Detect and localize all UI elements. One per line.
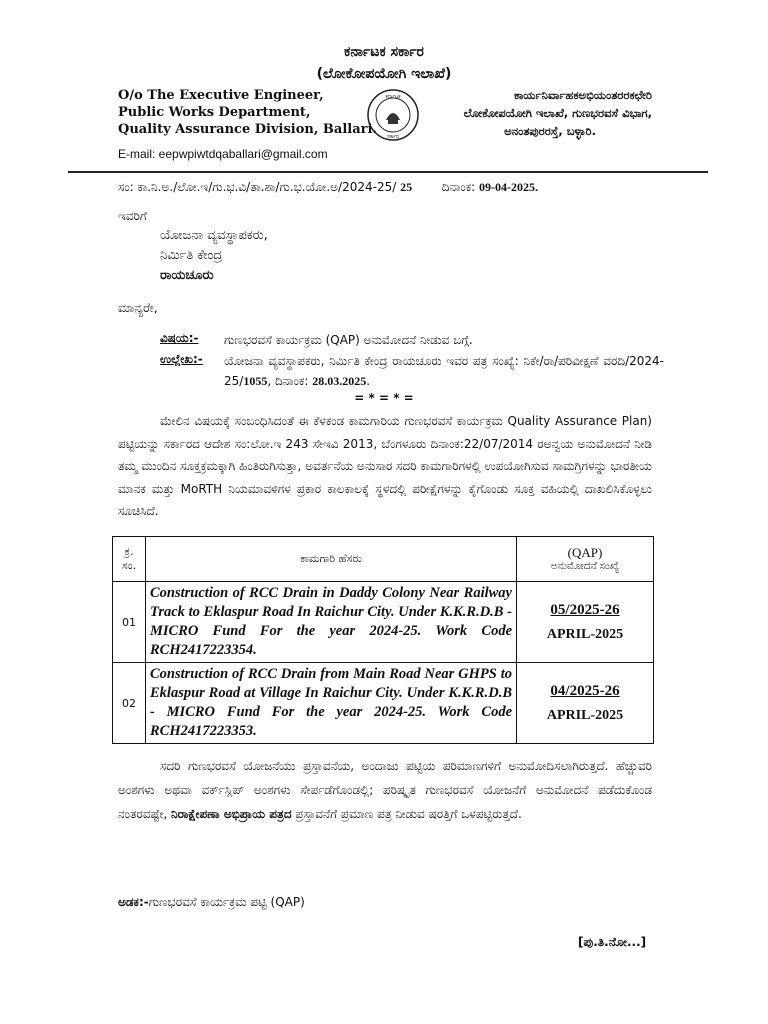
office-en-line-3: Quality Assurance Division, Ballari. — [118, 122, 377, 137]
body-paragraph-2 — [118, 754, 652, 826]
reference-label: ಉಲ್ಲೇಖ:- — [160, 352, 203, 366]
row-qap — [517, 663, 654, 744]
email-label: E-mail: — [118, 147, 159, 161]
ref-number-value: 25 — [400, 180, 413, 194]
row-work-name: Construction of RCC Drain in Daddy Colony Near Railway Track to Eklaspur Road In Raichur City. Under K.K.R.D.B - MICRO Fund For the year 2024-25. Work Code RCH2417223354. — [146, 582, 517, 663]
table-header-row — [113, 537, 654, 582]
row-qap-number: 05/2025-26 — [550, 601, 620, 618]
table-row — [113, 663, 654, 744]
reference-text-end: . — [366, 374, 371, 388]
header-qap — [517, 537, 654, 582]
addressee-line-2: ನಿರ್ಮಿತಿ ಕೇಂದ್ರ — [160, 248, 223, 263]
enclosure-label: ಅಡಕ:- — [118, 895, 149, 909]
office-en-line-1: O/o The Executive Engineer, — [118, 88, 324, 103]
reference-text-part2: , ದಿನಾಂಕ: — [267, 374, 313, 388]
table-row — [113, 582, 654, 663]
addressee-line-1: ಯೋಜನಾ ವ್ಯವಸ್ಥಾಪಕರು, — [160, 228, 268, 243]
seal-top-text: ಕರ್ನಾಟಕ — [385, 94, 401, 100]
reference-text-part1: ಯೋಜನಾ ವ್ಯವಸ್ಥಾಪಕರು, ನಿರ್ಮಿತಿ ಕೇಂದ್ರ ರಾಯಚೂರು ಇವರ ಪತ್ರ ಸಂಖ್ಯೆ: ನಿಕೇ/ರಾ/ಪರಿವೀಕ್ಷಣೆ ವರದಿ/2024-25/ — [224, 354, 664, 388]
office-en-line-2: Public Works Department, — [118, 105, 311, 120]
enclosure-text: ಗುಣಭರವಸೆ ಕಾರ್ಯಕ್ರಮ ಪಟ್ಟಿ (QAP) — [148, 895, 305, 909]
row-qap-month: APRIL-2025 — [546, 707, 624, 723]
reference-text — [224, 351, 664, 391]
to-label: ಇವರಿಗೆ — [118, 209, 147, 223]
header-sl: ಕ್ರ. ಸಂ. — [113, 537, 146, 582]
body2-bold: ನಿರಾಕ್ಷೇಪಣಾ ಅಭಿಪ್ರಾಯ ಪತ್ರದ — [171, 807, 292, 821]
row-qap-number: 04/2025-26 — [550, 682, 620, 699]
header-divider — [68, 171, 708, 173]
body-paragraph-1: ಮೇಲಿನ ವಿಷಯಕ್ಕೆ ಸಂಬಂಧಿಸಿದಂತೆ ಈ ಕೆಳಕಂಡ ಕಾಮಗಾರಿಯ ಗುಣಭರವಸೆ ಕಾರ್ಯಕ್ರಮ Quality Assurance Plan) ಪಟ್ಟಿಯನ್ನು ಸರ್ಕಾರದ ಆದೇಶ ಸಂ:ಲೋ.ಇ 243 ಸೇಇವಿ 2013, ಬೆಂಗಳೂರು ದಿನಾಂಕ:22/07/2014 ರಅನ್ವಯ ಅನುಮೋದನೆ ನೀಡಿ ತಮ್ಮ ಮುಂದಿನ ಸೂಕ್ತಕ್ರಮಕ್ಕಾಗಿ ಹಿಂತಿರುಗಿಸುತ್ತಾ, ಅವರ್ತನೆಯ ಅನುಸಾರ ಸದರಿ ಕಾಮಗಾರಿಗಳಲ್ಲಿ ಉಪಯೋಗಿಸುವ ಸಾಮಗ್ರಿಗಳನ್ನು ಭಾರತೀಯ ಮಾನಕ ಮತ್ತು MoRTH ನಿಯಮಾವಳಿಗಳ ಪ್ರಕಾರ ಕಾಲಕಾಲಕ್ಕೆ ಸ್ಥಳದಲ್ಲಿ ಪರೀಕ್ಷೆಗಳನ್ನು ಕೈಗೊಂಡು ಸೂಕ್ತ ವಹಿಯಲ್ಲಿ ದಾಖಲಿಸಿಕೊಳ್ಳಲು ಸೂಚಿಸಿದೆ. — [118, 414, 652, 518]
row-sl: 01 — [113, 582, 146, 663]
header-qap-top: (QAP) — [567, 545, 603, 560]
subject-label: ವಿಷಯ:- — [160, 331, 199, 345]
department-title: (ಲೋಕೋಪಯೋಗಿ ಇಲಾಖೆ) — [316, 66, 452, 82]
reference-number-line — [118, 180, 678, 195]
government-title: ಕರ್ನಾಟಕ ಸರ್ಕಾರ — [344, 44, 424, 60]
email-address[interactable]: eepwpiwtdqaballari@gmail.com — [158, 147, 328, 161]
row-qap — [517, 582, 654, 663]
reference-letter-date: 28.03.2025 — [312, 374, 367, 388]
addressee-line-3: ರಾಯಚೂರು — [160, 268, 214, 283]
row-work-name: Construction of RCC Drain from Main Road Near GHPS to Eklaspur Road at Village In Raichur City. Under K.K.R.D.B - MICRO Fund For the year 2024-25. Work Code RCH2417223353. — [146, 663, 517, 744]
subject-text: ಗುಣಭರವಸೆ ಕಾರ್ಯಕ್ರಮ (QAP) ಅನುಮೋದನೆ ನೀಡುವ ಬಗ್ಗೆ. — [224, 333, 473, 347]
works-table — [112, 536, 654, 744]
office-kn-line-2: ಲೋಕೋಪಯೋಗಿ ಇಲಾಖೆ, ಗುಣಭರವಸೆ ವಿಭಾಗ, — [463, 106, 652, 120]
body2-text2: ಪ್ರಸ್ತಾವನೆಗೆ ಪ್ರಮಾಣ ಪತ್ರ ನೀಡುವ ಷರತ್ತಿಗೆ ಒಳಪಟ್ಟಿರುತ್ತದೆ. — [291, 807, 522, 821]
reference-letter-number: 1055 — [243, 374, 268, 388]
enclosure-line — [118, 895, 305, 910]
email-line — [118, 147, 328, 161]
row-qap-month: APRIL-2025 — [546, 626, 624, 642]
date-value: 09-04-2025. — [479, 180, 538, 194]
header-qap-bottom: ಅನುಮೋದನೆ ಸಂಖ್ಯೆ — [550, 561, 620, 572]
date-label: ದಿನಾಂಕ: — [441, 180, 479, 194]
row-sl: 02 — [113, 663, 146, 744]
header-work-name: ಕಾಮಗಾರಿ ಹೆಸರು — [146, 537, 517, 582]
please-turn-over: [ಪು.ತಿ.ನೋ...] — [578, 935, 647, 949]
section-separator: = * = * = — [354, 391, 414, 405]
government-seal-icon — [366, 88, 420, 142]
office-kn-line-3: ಅನಂತಪುರರಸ್ತೆ, ಬಳ್ಳಾರಿ. — [504, 124, 596, 138]
seal-bottom-text: ಸರ್ಕಾರ — [387, 134, 399, 140]
body2-text1: ಸದರಿ ಗುಣಭರವಸೆ ಯೋಜನೆಯು ಪ್ರಸ್ತಾವನೆಯ, ಅಂದಾಜು ಪಟ್ಟಿಯ ಪರಿಮಾಣಗಳಿಗೆ ಅನುಮೋದಿಸಲಾಗಿರುತ್ತದೆ. ಹೆಚ್ಚುವರಿ ಅಂಶಗಳು ಅಥವಾ ವರ್ಕ್‌ಸ್ಲಿಪ್ ಅಂಶಗಳು ಸೇರ್ಪಡೆಗೊಂಡಲ್ಲಿ; ಪರಿಷ್ಕೃತ ಗುಣಭರವಸೆ ಯೋಜನೆಗೆ ಅನುಮೋದನೆ ಪಡೆದುಕೊಂಡ ನಂತರವಷ್ಟೇ, — [118, 759, 652, 821]
ref-number-label: ಸಂ: ಕಾ.ನಿ.ಅ./ಲೋ.ಇ/ಗು.ಭ.ವಿ/ತಾ.ಶಾ/ಗು.ಭ.ಯೋ.ಅ/2024-25/ — [118, 180, 401, 194]
salutation: ಮಾನ್ಯರೇ, — [118, 300, 158, 315]
office-kn-line-1: ಕಾರ್ಯನಿರ್ವಾಹಕಅಭಿಯಂತರರಕಛೇರಿ — [514, 88, 652, 102]
